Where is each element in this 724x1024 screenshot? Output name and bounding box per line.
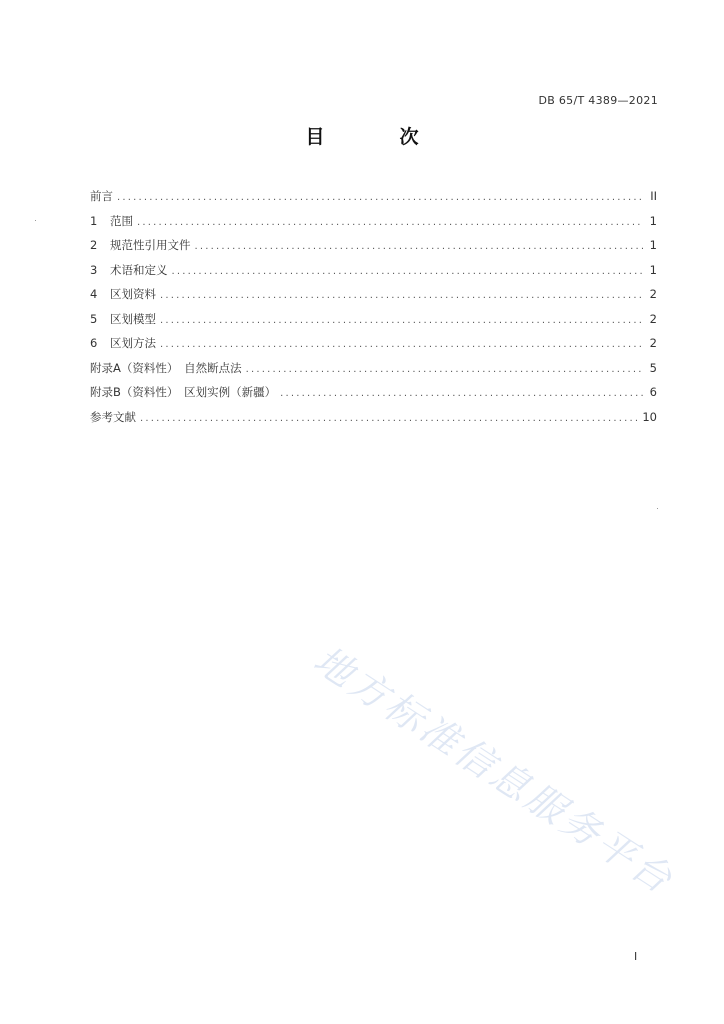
toc-entry-label: 参考文献	[90, 409, 136, 424]
toc-leader-dots	[160, 339, 643, 350]
toc-entry-number: 2	[90, 238, 98, 252]
toc-leader-dots	[280, 388, 643, 399]
standard-code: DB 65/T 4389—2021	[538, 94, 658, 107]
page-title: 目 次	[305, 126, 447, 148]
toc-entry-number: 3	[90, 262, 98, 277]
toc-entry-page: II	[650, 189, 657, 203]
toc-entry-zoning-method[interactable]	[90, 335, 657, 360]
toc-entry-bibliography[interactable]	[90, 409, 657, 434]
page-number: I	[634, 950, 638, 963]
toc-entry-page: 10	[642, 409, 657, 424]
toc-entry-label: 范围	[110, 213, 133, 228]
toc-entry-zoning-data[interactable]	[90, 286, 657, 311]
toc-leader-dots	[160, 290, 643, 301]
toc-entry-scope[interactable]	[90, 213, 657, 238]
table-of-contents	[90, 188, 657, 433]
toc-leader-dots	[140, 413, 638, 424]
toc-entry-page: 2	[649, 287, 657, 301]
toc-entry-terms-definitions[interactable]	[90, 262, 657, 287]
toc-leader-dots	[246, 364, 643, 375]
toc-entry-page: 2	[649, 336, 657, 350]
toc-leader-dots	[137, 217, 643, 228]
toc-entry-number: 5	[90, 311, 98, 326]
toc-entry-zoning-model[interactable]	[90, 311, 657, 336]
toc-leader-dots	[117, 192, 643, 203]
scan-speck	[657, 508, 658, 509]
toc-leader-dots	[195, 241, 644, 252]
toc-entry-number: 6	[90, 336, 98, 350]
toc-entry-label: 区划方法	[110, 336, 156, 350]
toc-entry-label: 区划资料	[110, 287, 156, 301]
toc-entry-page: 6	[649, 385, 657, 399]
toc-entry-label: 前言	[90, 189, 113, 203]
scan-speck	[35, 220, 36, 221]
toc-entry-page: 2	[649, 311, 657, 326]
toc-entry-label: 区划模型	[110, 311, 156, 326]
toc-entry-page: 1	[649, 262, 657, 277]
toc-entry-normative-references[interactable]	[90, 237, 657, 262]
toc-entry-number: 4	[90, 287, 98, 301]
toc-entry-foreword[interactable]	[90, 188, 657, 213]
toc-entry-page: 1	[649, 213, 657, 228]
toc-entry-page: 1	[649, 238, 657, 252]
toc-entry-label: 附录A（资料性） 自然断点法	[90, 360, 242, 375]
toc-leader-dots	[172, 266, 644, 277]
toc-entry-label: 附录B（资料性） 区划实例（新疆）	[90, 385, 277, 399]
toc-entry-appendix-b[interactable]	[90, 384, 657, 409]
toc-leader-dots	[160, 315, 643, 326]
toc-entry-label: 规范性引用文件	[110, 238, 191, 252]
watermark: 地方标准信息服务平台	[306, 637, 683, 904]
toc-entry-number: 1	[90, 213, 98, 228]
toc-entry-appendix-a[interactable]	[90, 360, 657, 385]
toc-entry-label: 术语和定义	[110, 262, 168, 277]
toc-entry-page: 5	[649, 360, 657, 375]
